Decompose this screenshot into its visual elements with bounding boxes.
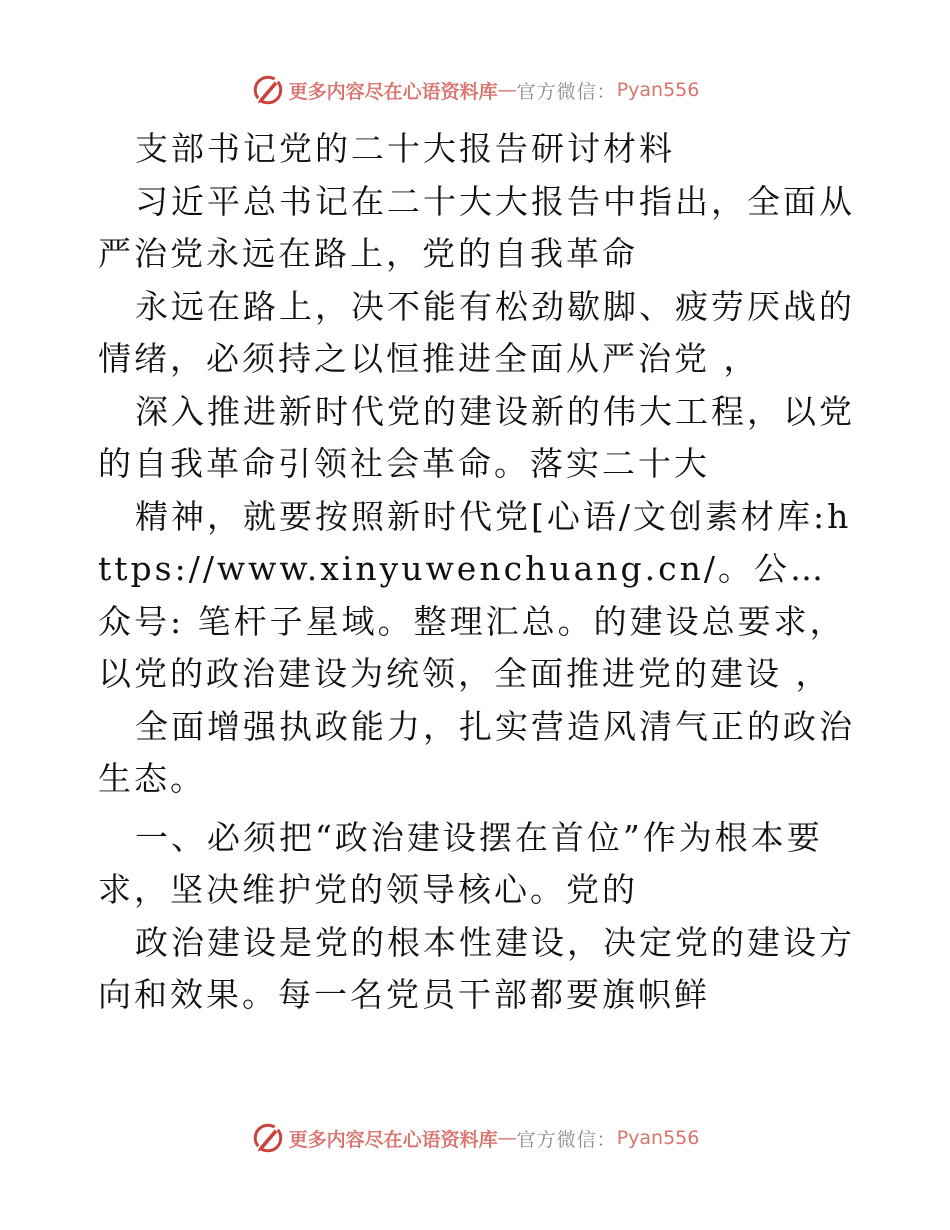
section-heading-paragraph: 一、必须把“政治建设摆在首位”作为根本要求，坚决维护党的领导核心。党的 (98, 817, 823, 909)
banner-main-text: 更多内容尽在心语资料库 (288, 1128, 498, 1151)
paragraph: 永远在路上，决不能有松劲歇脚、疲劳厌战的情绪，必须持之以恒推进全面从严治党 ， (98, 286, 855, 378)
pen-circle-logo-icon (251, 1121, 285, 1155)
banner-official-label: 官方微信： (516, 1128, 617, 1151)
banner-wechat-id: Pyan556 (616, 1127, 700, 1149)
footer-banner (0, 1118, 950, 1158)
banner-official-label: 官方微信： (516, 80, 617, 103)
banner-wechat-id: Pyan556 (616, 79, 700, 101)
paragraph: 政治建设是党的根本性建设，决定党的建设方向和效果。每一名党员干部都要旗帜鲜 (98, 922, 855, 1014)
paragraph: 深入推进新时代党的建设新的伟大工程，以党的自我革命引领社会革命。落实二十大 (98, 391, 855, 483)
paragraph: 精神，就要按照新时代党[心语/文创素材库:https://www.xinyuwenchuang.cn/。公…众号: 笔杆子星域。整理汇总。的建设总要求，以党的政治建设为统领，全面推进党的建设 ， (98, 496, 852, 693)
document-title: 支部书记党的二十大报告研讨材料 (135, 129, 675, 168)
paragraph: 习近平总书记在二十大大报告中指出，全面从严治党永远在路上，党的自我革命 (98, 181, 855, 273)
banner-dash: — (497, 79, 517, 101)
banner-main-text: 更多内容尽在心语资料库 (288, 80, 498, 103)
banner-dash: — (497, 1127, 517, 1149)
document-body (98, 123, 858, 1022)
paragraph: 全面增强执政能力，扎实营造风清气正的政治生态。 (98, 706, 855, 798)
pen-circle-logo-icon (251, 73, 285, 107)
header-banner (0, 70, 950, 110)
